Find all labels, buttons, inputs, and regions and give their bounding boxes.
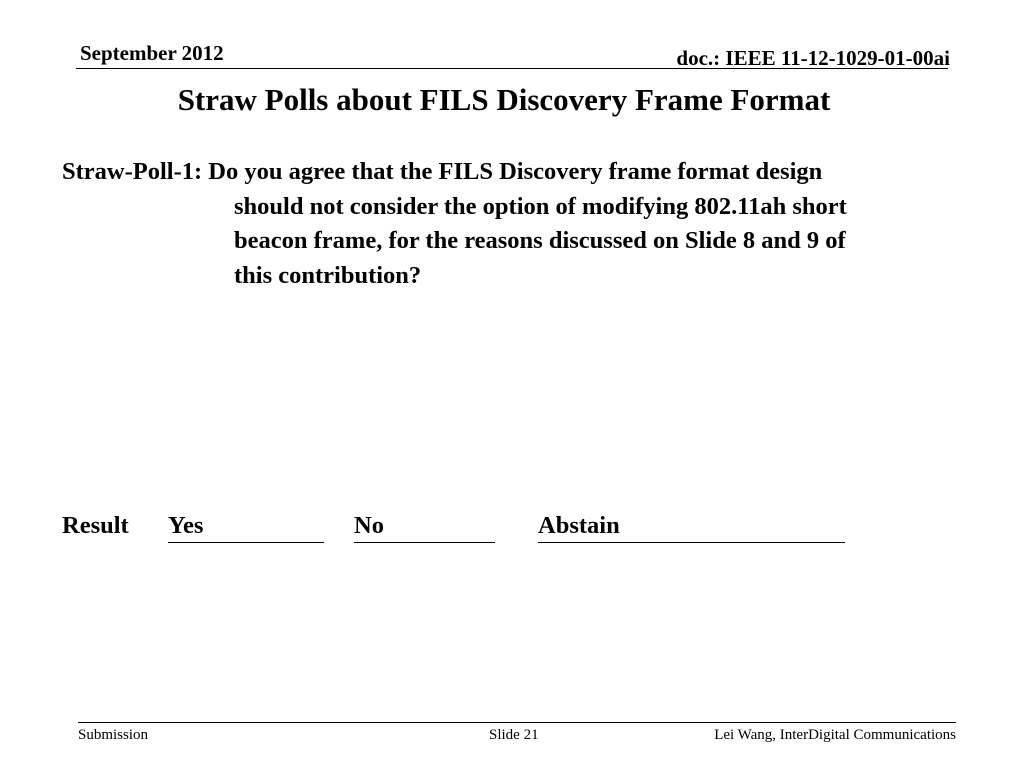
header-doc-id: doc.: IEEE 11-12-1029-01-00ai [676,46,950,70]
straw-poll-text [62,155,847,293]
header-divider [76,68,948,69]
result-no-label: No [354,512,384,539]
result-yes-label: Yes [168,512,204,539]
slide-title: Straw Polls about FILS Discovery Frame Format [177,82,831,117]
result-abstain-field [538,512,845,543]
straw-poll-lead-line: Straw-Poll-1: Do you agree that the FILS Discovery frame format design [62,158,823,185]
result-no-field [354,512,495,543]
straw-poll-line: this contribution? [234,261,422,289]
footer-submission: Submission [78,727,149,743]
straw-poll-line: should not consider the option of modifying 802.11ah short [234,192,847,220]
result-abstain-label: Abstain [538,512,620,539]
footer-divider [78,722,956,723]
result-label: Result [62,512,129,539]
footer-slide-number: Slide 21 [489,727,539,743]
footer-author: Lei Wang, InterDigital Communications [714,727,956,743]
header-date: September 2012 [80,41,224,65]
straw-poll-line: beacon frame, for the reasons discussed on Slide 8 and 9 of [234,227,846,254]
result-yes-field [168,512,324,543]
